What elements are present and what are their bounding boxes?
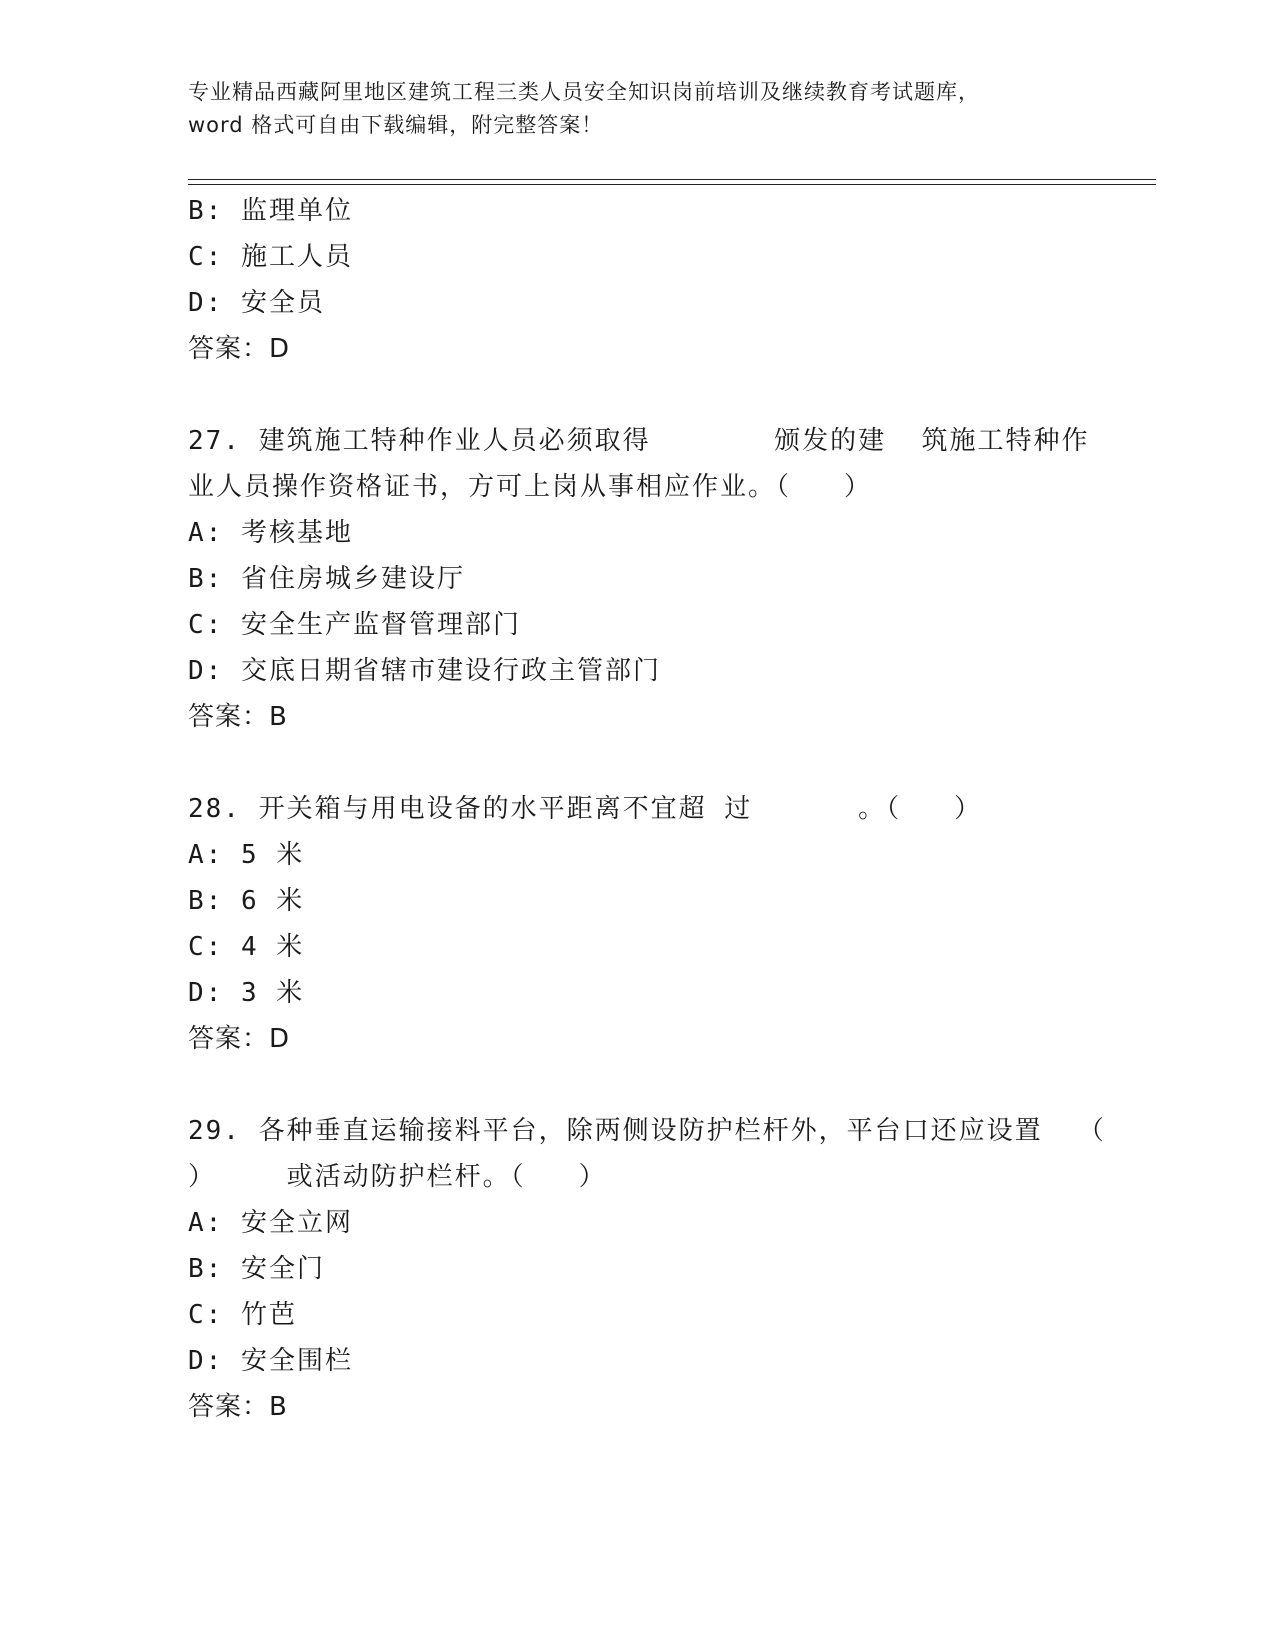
- question-stem: 28. 开关箱与用电设备的水平距离不宜超 过 。（ ）: [188, 794, 983, 824]
- option-b: B: 安全门: [188, 1254, 325, 1284]
- option-b: B: 省住房城乡建设厅: [188, 564, 465, 594]
- question-stem-cont: ） 或活动防护栏杆。（ ）: [188, 1162, 607, 1192]
- question-stem: 27. 建筑施工特种作业人员必须取得 颁发的建 筑施工特种作: [188, 426, 1090, 456]
- question-block-28: [188, 786, 1088, 1062]
- option-a: A: 考核基地: [188, 518, 353, 548]
- document-header: [188, 76, 1088, 142]
- question-block-29: [188, 1108, 1106, 1430]
- option-c: C: 施工人员: [188, 242, 353, 272]
- option-d: D: 安全围栏: [188, 1346, 353, 1376]
- option-d: D: 3 米: [188, 978, 305, 1008]
- header-line-2: word 格式可自由下载编辑，附完整答案！: [188, 113, 604, 137]
- option-c: C: 安全生产监督管理部门: [188, 610, 521, 640]
- answer-line: 答案：B: [188, 702, 288, 732]
- header-line-1: 专业精品西藏阿里地区建筑工程三类人员安全知识岗前培训及继续教育考试题库，: [188, 80, 980, 104]
- option-a: A: 安全立网: [188, 1208, 353, 1238]
- answer-line: 答案：D: [188, 334, 291, 364]
- question-stem-cont: 业人员操作资格证书，方可上岗从事相应作业。（ ）: [188, 472, 872, 502]
- option-b: B: 6 米: [188, 886, 305, 916]
- option-a: A: 5 米: [188, 840, 305, 870]
- option-d: D: 交底日期省辖市建设行政主管部门: [188, 656, 661, 686]
- answer-line: 答案：B: [188, 1392, 288, 1422]
- question-stem: 29. 各种垂直运输接料平台，除两侧设防护栏杆外，平台口还应设置 （: [188, 1116, 1106, 1146]
- option-b: B: 监理单位: [188, 196, 353, 226]
- header-divider-bottom: [188, 184, 1156, 185]
- option-d: D: 安全员: [188, 288, 325, 318]
- question-block-26: [188, 188, 1088, 372]
- option-c: C: 竹芭: [188, 1300, 297, 1330]
- header-divider-top: [188, 179, 1156, 180]
- option-c: C: 4 米: [188, 932, 305, 962]
- question-list: [188, 188, 1106, 1430]
- answer-line: 答案：D: [188, 1024, 291, 1054]
- question-block-27: [188, 418, 1088, 740]
